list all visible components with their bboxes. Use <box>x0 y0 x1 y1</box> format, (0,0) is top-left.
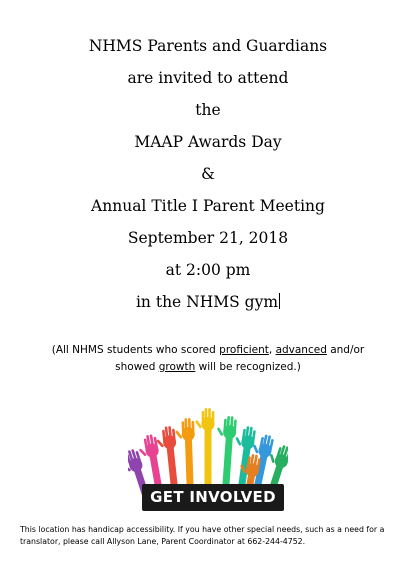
recognition-note <box>40 342 376 376</box>
invite-line-invited: are invited to attend <box>127 69 289 87</box>
accessibility-footer: This location has handicap accessibility. If you have other special needs, such as a need for a translator, please call Allyson Lane, Parent Coordinator at 662-244-4752. <box>20 525 385 546</box>
invite-line-the: the <box>195 101 221 119</box>
get-involved-banner: GET INVOLVED <box>142 484 284 511</box>
note-comma: , <box>268 344 273 356</box>
note-prefix: (All NHMS students who scored <box>51 344 216 356</box>
note-proficient: proficient <box>219 344 269 356</box>
invite-line-audience: NHMS Parents and Guardians <box>88 37 328 55</box>
note-growth: growth <box>158 361 196 373</box>
text-cursor <box>279 293 280 309</box>
invite-location: in the NHMS gym <box>135 293 279 311</box>
note-andor: and/or <box>330 344 365 356</box>
invite-line-ampersand: & <box>201 165 215 183</box>
invite-date: September 21, 2018 <box>127 229 289 247</box>
invite-location-line[interactable] <box>0 286 416 318</box>
note-advanced: advanced <box>275 344 327 356</box>
invite-line-event: MAAP Awards Day <box>134 133 282 151</box>
invite-time: at 2:00 pm <box>165 261 251 279</box>
note-showed: showed <box>115 361 156 373</box>
note-suffix: will be recognized.) <box>198 361 301 373</box>
invitation-text <box>0 30 416 318</box>
invite-line-meeting: Annual Title I Parent Meeting <box>91 197 325 215</box>
